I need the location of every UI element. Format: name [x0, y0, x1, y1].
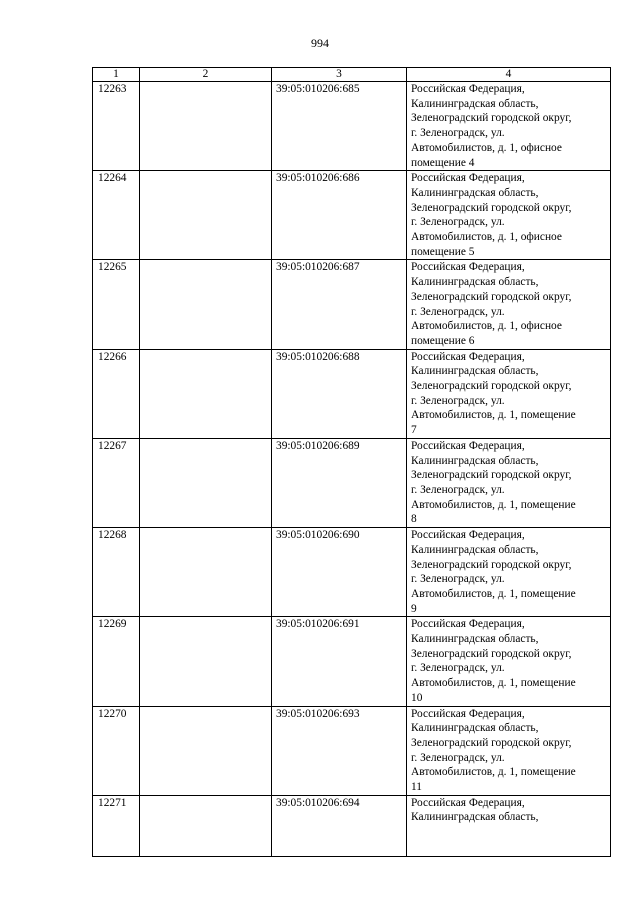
- address-line: Российская Федерация,: [411, 172, 525, 185]
- page-number: 994: [311, 36, 329, 50]
- table-row: [93, 260, 611, 349]
- address-line: Калининградская область,: [411, 276, 539, 289]
- address-line: г. Зеленоградск, ул.: [411, 305, 505, 318]
- address-line: Автомобилистов, д. 1, помещение: [411, 409, 576, 422]
- table-row: [93, 171, 611, 260]
- address-line: г. Зеленоградск, ул.: [411, 394, 505, 407]
- address-cell: [407, 82, 611, 171]
- address-line: Автомобилистов, д. 1, офисное: [411, 141, 562, 154]
- address-line: Российская Федерация,: [411, 796, 525, 809]
- address-line: Калининградская область,: [411, 365, 539, 378]
- address-line: помещение 6: [411, 334, 475, 347]
- row-col2-empty: [140, 706, 272, 795]
- address-line: Российская Федерация,: [411, 83, 525, 95]
- address-cell: [407, 706, 611, 795]
- registry-table: [92, 67, 611, 857]
- address-cell: [407, 349, 611, 438]
- address-line: г. Зеленоградск, ул.: [411, 662, 505, 675]
- address-cell: [407, 795, 611, 856]
- address-line: Автомобилистов, д. 1, офисное: [411, 320, 562, 333]
- address-line: Зеленоградский городской округ,: [411, 647, 572, 660]
- address-line: 9: [411, 602, 417, 615]
- cadastral-number: 39:05:010206:694: [272, 795, 407, 856]
- table-row: [93, 438, 611, 527]
- address-line: Калининградская область,: [411, 722, 539, 735]
- address-line: Автомобилистов, д. 1, помещение: [411, 766, 576, 779]
- row-col2-empty: [140, 795, 272, 856]
- address-line: Зеленоградский городской округ,: [411, 558, 572, 571]
- address-line: Калининградская область,: [411, 633, 539, 646]
- address-line: г. Зеленоградск, ул.: [411, 751, 505, 764]
- table-row: [93, 617, 611, 706]
- address-line: 7: [411, 424, 417, 437]
- header-col-4: 4: [407, 68, 611, 82]
- address-cell: [407, 528, 611, 617]
- address-line: 11: [411, 781, 422, 794]
- table-row: [93, 706, 611, 795]
- table-row: [93, 528, 611, 617]
- header-col-3: 3: [272, 68, 407, 82]
- row-number: 12263: [93, 82, 140, 171]
- row-number: 12268: [93, 528, 140, 617]
- address-line: Зеленоградский городской округ,: [411, 469, 572, 482]
- address-line: Зеленоградский городской округ,: [411, 201, 572, 214]
- row-col2-empty: [140, 617, 272, 706]
- row-number: 12269: [93, 617, 140, 706]
- address-line: 10: [411, 691, 423, 704]
- row-col2-empty: [140, 171, 272, 260]
- address-line: Российская Федерация,: [411, 707, 525, 720]
- address-line: помещение 4: [411, 156, 475, 169]
- header-row: [93, 68, 611, 82]
- table-row: [93, 795, 611, 856]
- address-line: 8: [411, 513, 417, 526]
- address-line: Российская Федерация,: [411, 439, 525, 452]
- row-number: 12266: [93, 349, 140, 438]
- row-number: 12270: [93, 706, 140, 795]
- cadastral-number: 39:05:010206:689: [272, 438, 407, 527]
- address-line: Калининградская область,: [411, 543, 539, 556]
- address-line: Российская Федерация,: [411, 618, 525, 631]
- address-line: г. Зеленоградск, ул.: [411, 216, 505, 229]
- row-col2-empty: [140, 528, 272, 617]
- row-number: 12265: [93, 260, 140, 349]
- header-col-1: 1: [93, 68, 140, 82]
- address-line: Российская Федерация,: [411, 529, 525, 542]
- address-line: Калининградская область,: [411, 97, 539, 110]
- row-number: 12271: [93, 795, 140, 856]
- address-line: Российская Федерация,: [411, 350, 525, 363]
- address-line: Калининградская область,: [411, 186, 539, 199]
- row-number: 12267: [93, 438, 140, 527]
- cadastral-number: 39:05:010206:693: [272, 706, 407, 795]
- address-line: Калининградская область,: [411, 454, 539, 467]
- address-line: Автомобилистов, д. 1, помещение: [411, 587, 576, 600]
- address-cell: [407, 171, 611, 260]
- address-line: Автомобилистов, д. 1, помещение: [411, 677, 576, 690]
- cadastral-number: 39:05:010206:685: [272, 82, 407, 171]
- address-line: Зеленоградский городской округ,: [411, 380, 572, 393]
- address-line: Зеленоградский городской округ,: [411, 112, 572, 125]
- address-line: Автомобилистов, д. 1, офисное: [411, 231, 562, 244]
- cadastral-number: 39:05:010206:690: [272, 528, 407, 617]
- row-col2-empty: [140, 438, 272, 527]
- address-cell: [407, 260, 611, 349]
- table-row: [93, 349, 611, 438]
- table-body: [93, 82, 611, 857]
- address-line: Зеленоградский городской округ,: [411, 736, 572, 749]
- address-cell: [407, 438, 611, 527]
- address-line: Автомобилистов, д. 1, помещение: [411, 498, 576, 511]
- row-col2-empty: [140, 349, 272, 438]
- cadastral-number: 39:05:010206:686: [272, 171, 407, 260]
- cadastral-number: 39:05:010206:687: [272, 260, 407, 349]
- address-line: г. Зеленоградск, ул.: [411, 483, 505, 496]
- address-line: г. Зеленоградск, ул.: [411, 573, 505, 586]
- header-col-2: 2: [140, 68, 272, 82]
- address-line: Российская Федерация,: [411, 261, 525, 274]
- row-col2-empty: [140, 82, 272, 171]
- address-line: Калининградская область,: [411, 811, 539, 824]
- address-line: помещение 5: [411, 245, 475, 258]
- address-cell: [407, 617, 611, 706]
- address-line: Зеленоградский городской округ,: [411, 290, 572, 303]
- cadastral-number: 39:05:010206:691: [272, 617, 407, 706]
- row-number: 12264: [93, 171, 140, 260]
- address-line: г. Зеленоградск, ул.: [411, 127, 505, 140]
- row-col2-empty: [140, 260, 272, 349]
- cadastral-number: 39:05:010206:688: [272, 349, 407, 438]
- table-header: [93, 68, 611, 82]
- table-row: [93, 82, 611, 171]
